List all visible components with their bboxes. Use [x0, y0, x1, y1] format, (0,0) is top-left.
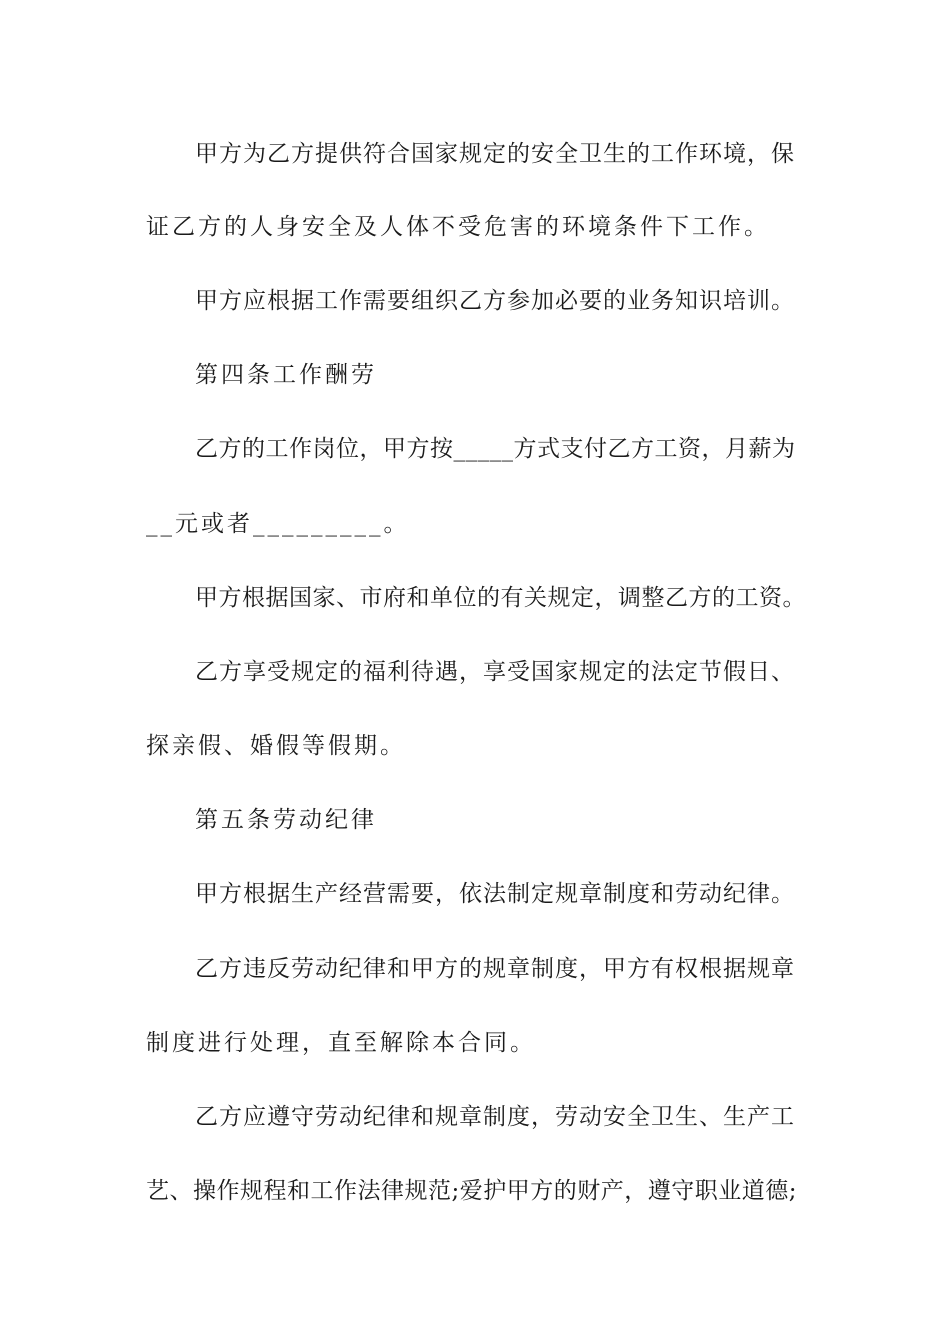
paragraph-line: __元或者_________。	[146, 511, 410, 537]
paragraph-line: 甲方为乙方提供符合国家规定的安全卫生的工作环境，保	[195, 141, 795, 167]
paragraph-line: 乙方违反劳动纪律和甲方的规章制度，甲方有权根据规章	[195, 956, 795, 982]
paragraph-line: 证乙方的人身安全及人体不受危害的环境条件下工作。	[146, 214, 770, 240]
paragraph-line: 乙方享受规定的福利待遇，享受国家规定的法定节假日、	[195, 659, 795, 685]
paragraph-line: 甲方应根据工作需要组织乙方参加必要的业务知识培训。	[195, 288, 795, 314]
section-heading: 第四条工作酬劳	[195, 362, 377, 388]
paragraph-line: 乙方应遵守劳动纪律和规章制度，劳动安全卫生、生产工	[195, 1104, 795, 1130]
section-heading: 第五条劳动纪律	[195, 807, 377, 833]
paragraph-line: 甲方根据生产经营需要，依法制定规章制度和劳动纪律。	[195, 881, 795, 907]
paragraph-line: 甲方根据国家、市府和单位的有关规定，调整乙方的工资。	[195, 585, 806, 611]
paragraph-line: 制度进行处理，直至解除本合同。	[146, 1030, 536, 1056]
paragraph-line: 艺、操作规程和工作法律规范;爱护甲方的财产，遵守职业道德;	[146, 1178, 797, 1204]
paragraph-line: 乙方的工作岗位，甲方按_____方式支付乙方工资，月薪为	[195, 436, 796, 462]
paragraph-line: 探亲假、婚假等假期。	[146, 733, 406, 759]
